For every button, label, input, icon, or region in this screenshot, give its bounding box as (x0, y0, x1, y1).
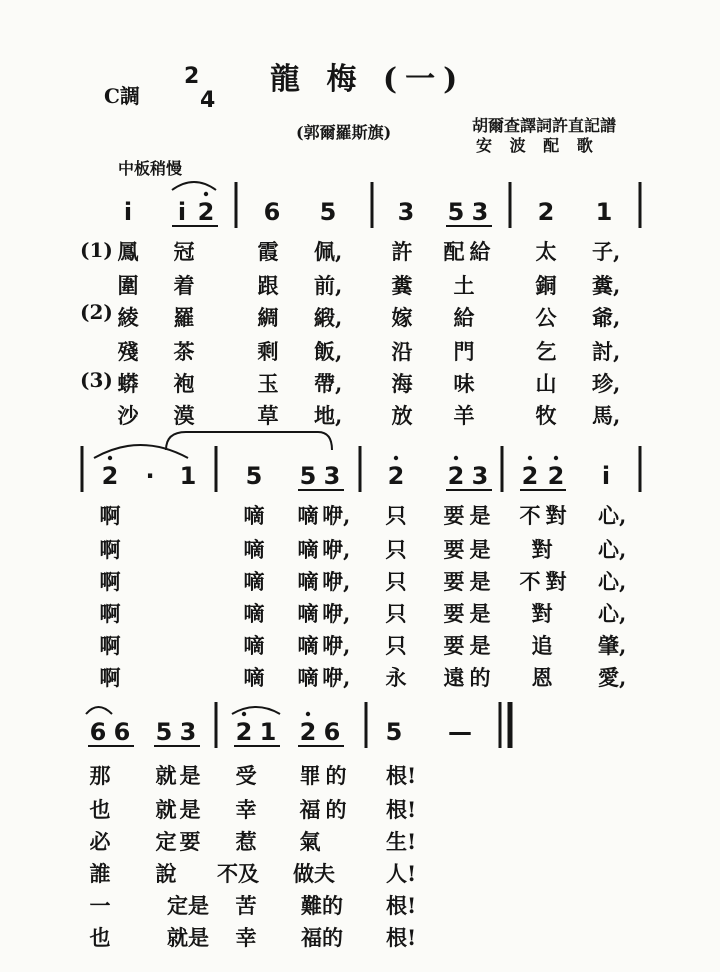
lyric: 綾 (117, 305, 139, 330)
octave-dot (204, 192, 208, 196)
note: 1 (595, 198, 613, 226)
lyric: 對 (545, 569, 567, 594)
lyric: 只 (385, 633, 407, 658)
lyric: 帶, (314, 371, 343, 396)
lyric: 子, (592, 239, 621, 264)
lyric: 誰 (89, 861, 111, 886)
lyric: 咿, (322, 601, 351, 626)
lyric: 對 (531, 601, 553, 626)
note: 6 (89, 718, 107, 746)
lyric: 說 (155, 861, 177, 886)
lyric: 是 (469, 601, 491, 626)
lyric: 心, (598, 601, 627, 626)
slur (94, 445, 188, 458)
note: 2 (447, 462, 465, 490)
lyric: 幸 (235, 797, 257, 822)
lyric: 乞 (535, 339, 557, 364)
song-credits (472, 116, 616, 156)
octave-dot (528, 456, 532, 460)
lyric: 根! (386, 763, 417, 788)
slur (232, 707, 280, 714)
slur (86, 707, 112, 714)
lyric: 要 (443, 503, 465, 528)
lyric: 心, (598, 537, 627, 562)
note: 6 (323, 718, 341, 746)
octave-dot (554, 456, 558, 460)
lyric: 不 (519, 569, 541, 594)
lyric: 恩 (531, 665, 553, 690)
lyric: 定是 (167, 893, 209, 918)
lyric: 珍, (592, 371, 621, 396)
lyric: 就 (155, 763, 177, 788)
note: 3 (179, 718, 197, 746)
lyric: 嘀 (297, 601, 319, 626)
lyric: 對 (531, 537, 553, 562)
lyric: 飯, (314, 339, 343, 364)
lyric: 沙 (117, 403, 139, 428)
lyric: 生! (386, 829, 417, 854)
lyric: 玉 (257, 371, 279, 396)
note: i (601, 462, 611, 490)
note: 3 (397, 198, 415, 226)
note: 1 (179, 462, 197, 490)
lyric: 味 (453, 371, 475, 396)
lyric: 咿, (322, 569, 351, 594)
lyric: 心, (598, 569, 627, 594)
lyric: 愛, (598, 665, 627, 690)
lyric: 啊 (99, 537, 121, 562)
lyric: 人! (386, 861, 417, 886)
lyric: 冠 (173, 239, 195, 264)
lyric: 給 (453, 305, 475, 330)
lyric: 追 (531, 633, 553, 658)
octave-dot (394, 456, 398, 460)
lyric: 咿, (322, 633, 351, 658)
note: 1 (259, 718, 277, 746)
lyric: 咿, (322, 665, 351, 690)
lyric: 土 (453, 273, 475, 298)
octave-dot (306, 712, 310, 716)
lyric: 的 (325, 797, 347, 822)
lyric: 要 (443, 569, 465, 594)
lyric: 山 (535, 371, 557, 396)
note: 5 (385, 718, 403, 746)
lyric: 給 (469, 239, 491, 264)
lyric: 是 (179, 763, 201, 788)
lyric: 不 (519, 503, 541, 528)
lyric: 嘀 (243, 503, 265, 528)
lyric: 的 (325, 763, 347, 788)
lyric: 啊 (99, 633, 121, 658)
tempo-marking: 中板稍慢 (118, 159, 183, 178)
lyric: 門 (453, 339, 475, 364)
lyric: 只 (385, 537, 407, 562)
lyric: 啊 (99, 569, 121, 594)
lyric: 羅 (173, 305, 195, 330)
note: 2 (197, 198, 215, 226)
lyric: 也 (89, 797, 111, 822)
lyric: 是 (469, 503, 491, 528)
lyric: 嘀 (297, 633, 319, 658)
lyric: 太 (535, 239, 557, 264)
slur (166, 432, 332, 450)
lyric: 是 (469, 633, 491, 658)
lyric: 那 (89, 763, 111, 788)
slur (172, 182, 216, 190)
lyric: 地, (314, 403, 343, 428)
lyric: 嘀 (243, 633, 265, 658)
lyric: 對 (545, 503, 567, 528)
note: — (448, 718, 472, 746)
lyric: 鳳 (117, 239, 139, 264)
lyric: 福的 (301, 925, 343, 950)
lyric: 馬, (592, 403, 621, 428)
lyric: 要 (443, 601, 465, 626)
lyric: 肇, (598, 633, 627, 658)
lyric: 跟 (257, 273, 279, 298)
lyric: 也 (89, 925, 111, 950)
note: i (123, 198, 133, 226)
lyric: 一 (89, 893, 111, 918)
octave-dot (242, 712, 246, 716)
lyric: 許 (391, 239, 413, 264)
note: 2 (299, 718, 317, 746)
lyric: 配 (443, 239, 465, 264)
note: 6 (113, 718, 131, 746)
note: 6 (263, 198, 281, 226)
lyric: 嘀 (243, 569, 265, 594)
lyric: 難的 (301, 893, 343, 918)
lyric: 爺, (592, 305, 621, 330)
lyric: 根! (386, 797, 417, 822)
lyric: 咿, (322, 537, 351, 562)
lyric: 嘀 (243, 537, 265, 562)
lyric: 殘 (117, 339, 139, 364)
note: 5 (245, 462, 263, 490)
lyric: 要 (179, 829, 201, 854)
lyric: 糞, (592, 273, 621, 298)
lyric: 前, (314, 273, 343, 298)
verse-number: (3) (80, 368, 113, 392)
key-signature: C調 (104, 84, 140, 108)
time-signature-bottom: 4 (200, 88, 216, 113)
lyric: 嘀 (243, 665, 265, 690)
note: · (145, 462, 155, 490)
lyric: 啊 (99, 503, 121, 528)
lyric: 根! (386, 925, 417, 950)
lyric: 袍 (173, 371, 195, 396)
lyric: 蟒 (117, 371, 139, 396)
lyric: 是 (179, 797, 201, 822)
lyric: 佩, (314, 239, 343, 264)
note: 5 (155, 718, 173, 746)
note: 2 (101, 462, 119, 490)
verse-number: (2) (80, 300, 113, 324)
song-title: 龍 梅 (一) (270, 62, 466, 97)
octave-dot (108, 456, 112, 460)
time-signature (182, 66, 228, 120)
lyric: 要 (443, 633, 465, 658)
lyric: 草 (257, 403, 279, 428)
credit-line: 安 波 配 歌 (476, 136, 599, 155)
lyric: 着 (173, 273, 195, 298)
lyric: 嘀 (297, 665, 319, 690)
lyric: 根! (386, 893, 417, 918)
lyric: 氣 (299, 829, 321, 854)
lyric: 銅 (535, 273, 557, 298)
lyric: 永 (385, 665, 407, 690)
lyric: 咿, (322, 503, 351, 528)
lyric: 茶 (173, 339, 195, 364)
lyric: 放 (391, 403, 413, 428)
note: i (177, 198, 187, 226)
lyric: 嘀 (297, 569, 319, 594)
lyric: 做夫 (293, 861, 335, 886)
note: 2 (537, 198, 555, 226)
lyric: 只 (385, 569, 407, 594)
song-origin: (郭爾羅斯旗) (296, 123, 392, 142)
note: 3 (471, 198, 489, 226)
lyric: 啊 (99, 665, 121, 690)
lyric: 海 (391, 371, 413, 396)
lyric: 綢 (257, 305, 279, 330)
lyric: 霞 (257, 239, 279, 264)
lyric: 牧 (535, 403, 557, 428)
lyric: 受 (235, 763, 257, 788)
verse-number: (1) (80, 238, 113, 262)
lyric: 是 (469, 537, 491, 562)
credit-line: 胡爾查譯詞許直記譜 (472, 116, 617, 135)
lyric: 福 (299, 797, 321, 822)
lyric: 嫁 (391, 305, 413, 330)
lyric: 心, (598, 503, 627, 528)
lyric: 沿 (391, 339, 413, 364)
lyric: 罪 (299, 763, 321, 788)
lyric: 糞 (391, 273, 413, 298)
lyric: 漠 (173, 403, 195, 428)
lyric: 的 (469, 665, 491, 690)
note: 2 (547, 462, 565, 490)
time-signature-top: 2 (184, 64, 200, 89)
octave-dot (454, 456, 458, 460)
note: 2 (521, 462, 539, 490)
lyric: 啊 (99, 601, 121, 626)
note: 3 (323, 462, 341, 490)
lyric: 嘀 (297, 503, 319, 528)
lyric: 只 (385, 601, 407, 626)
note: 2 (235, 718, 253, 746)
lyric: 討, (592, 339, 621, 364)
lyric: 就 (155, 797, 177, 822)
lyric: 定 (155, 829, 177, 854)
note: 2 (387, 462, 405, 490)
lyric: 緞, (314, 305, 343, 330)
lyric: 嘀 (243, 601, 265, 626)
note: 5 (447, 198, 465, 226)
lyric: 不及 (217, 861, 259, 886)
note: 5 (299, 462, 317, 490)
note: 5 (319, 198, 337, 226)
note: 3 (471, 462, 489, 490)
lyric: 嘀 (297, 537, 319, 562)
lyric: 苦 (235, 893, 257, 918)
lyric: 羊 (453, 403, 475, 428)
lyric: 要 (443, 537, 465, 562)
lyric: 公 (535, 305, 557, 330)
lyric: 只 (385, 503, 407, 528)
lyric: 圍 (117, 273, 139, 298)
lyric: 惹 (235, 829, 257, 854)
lyric: 是 (469, 569, 491, 594)
lyric: 就是 (167, 925, 209, 950)
lyric: 必 (89, 829, 111, 854)
lyric: 剩 (257, 339, 279, 364)
lyric: 遠 (443, 665, 465, 690)
lyric: 幸 (235, 925, 257, 950)
